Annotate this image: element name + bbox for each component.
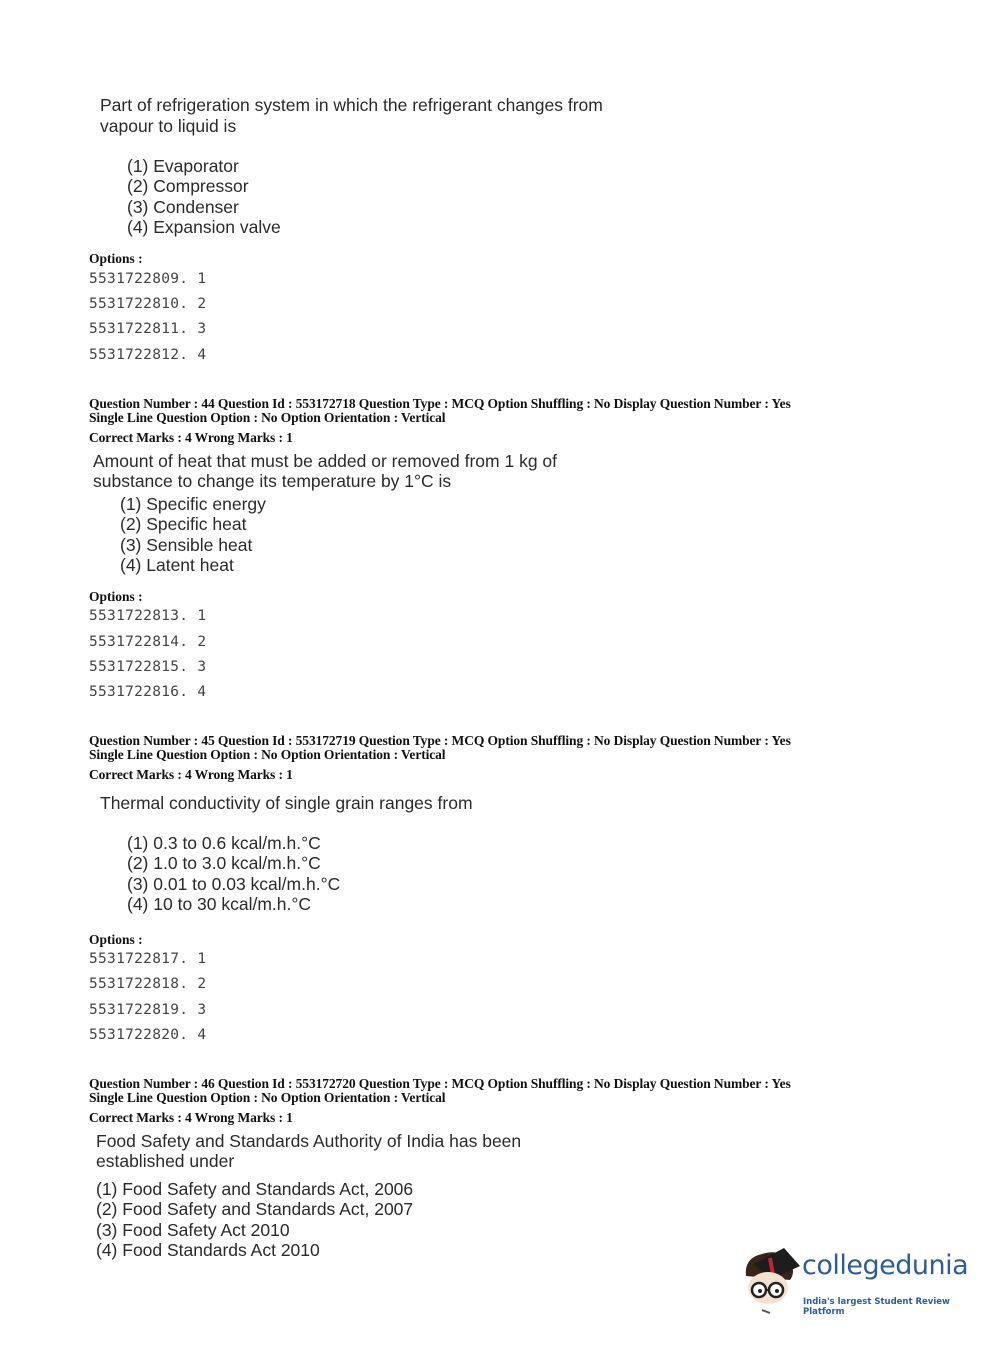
question-meta-line: Single Line Question Option : No Option Orientation : Vertical (89, 1090, 446, 1105)
option-id: 5531722816. 4 (89, 684, 207, 700)
option-id: 5531722815. 3 (89, 659, 207, 675)
question-meta-line: Question Number : 45 Question Id : 553172719 Question Type : MCQ Option Shuffling : No Display Question Number : Yes (89, 733, 791, 748)
option-id: 5531722809. 1 (89, 271, 207, 287)
option-id: 5531722813. 1 (89, 608, 207, 624)
question-marks: Correct Marks : 4 Wrong Marks : 1 (89, 1110, 293, 1125)
answer-choice: (3) 0.01 to 0.03 kcal/m.h.°C (127, 874, 341, 894)
collegedunia-logo (740, 1246, 970, 1316)
option-id: 5531722814. 2 (89, 634, 207, 650)
question-text: Part of refrigeration system in which the refrigerant changes from (100, 95, 603, 115)
logo-wordmark: collegedunia (802, 1250, 969, 1281)
answer-choice: (3) Sensible heat (120, 535, 253, 555)
question-marks: Correct Marks : 4 Wrong Marks : 1 (89, 430, 293, 445)
option-id: 5531722811. 3 (89, 321, 207, 337)
answer-choice: (1) Evaporator (127, 156, 239, 176)
answer-choice: (1) Specific energy (120, 494, 266, 514)
question-text: Amount of heat that must be added or removed from 1 kg of (93, 451, 558, 471)
answer-choice: (4) 10 to 30 kcal/m.h.°C (127, 894, 312, 914)
answer-choice: (1) Food Safety and Standards Act, 2006 (96, 1179, 414, 1199)
question-text: substance to change its temperature by 1°C is (93, 471, 452, 491)
option-id: 5531722819. 3 (89, 1002, 207, 1018)
question-text: Thermal conductivity of single grain ranges from (100, 793, 473, 813)
answer-choice: (3) Food Safety Act 2010 (96, 1220, 290, 1240)
question-meta-line: Single Line Question Option : No Option Orientation : Vertical (89, 410, 446, 425)
option-id: 5531722812. 4 (89, 347, 207, 363)
answer-choice: (2) Compressor (127, 176, 249, 196)
option-id: 5531722817. 1 (89, 951, 207, 967)
mascot-icon (740, 1246, 800, 1316)
question-meta-line: Question Number : 46 Question Id : 553172720 Question Type : MCQ Option Shuffling : No Display Question Number : Yes (89, 1076, 791, 1091)
question-text: established under (96, 1151, 235, 1171)
answer-choice: (2) Specific heat (120, 514, 247, 534)
question-meta-line: Single Line Question Option : No Option Orientation : Vertical (89, 747, 446, 762)
logo-tagline: India's largest Student Review Platform (803, 1297, 950, 1317)
answer-choice: (4) Expansion valve (127, 217, 281, 237)
answer-choice: (1) 0.3 to 0.6 kcal/m.h.°C (127, 833, 321, 853)
options-label: Options : (89, 589, 143, 604)
answer-choice: (4) Food Standards Act 2010 (96, 1240, 320, 1260)
options-label: Options : (89, 251, 143, 266)
answer-choice: (2) 1.0 to 3.0 kcal/m.h.°C (127, 853, 321, 873)
option-id: 5531722810. 2 (89, 296, 207, 312)
answer-choice: (3) Condenser (127, 197, 239, 217)
answer-choice: (4) Latent heat (120, 555, 234, 575)
question-marks: Correct Marks : 4 Wrong Marks : 1 (89, 767, 293, 782)
answer-choice: (2) Food Safety and Standards Act, 2007 (96, 1199, 414, 1219)
question-text: Food Safety and Standards Authority of India has been (96, 1131, 522, 1151)
question-text: vapour to liquid is (100, 116, 237, 136)
question-meta-line: Question Number : 44 Question Id : 553172718 Question Type : MCQ Option Shuffling : No Display Question Number : Yes (89, 396, 791, 411)
option-id: 5531722820. 4 (89, 1027, 207, 1043)
option-id: 5531722818. 2 (89, 976, 207, 992)
options-label: Options : (89, 932, 143, 947)
